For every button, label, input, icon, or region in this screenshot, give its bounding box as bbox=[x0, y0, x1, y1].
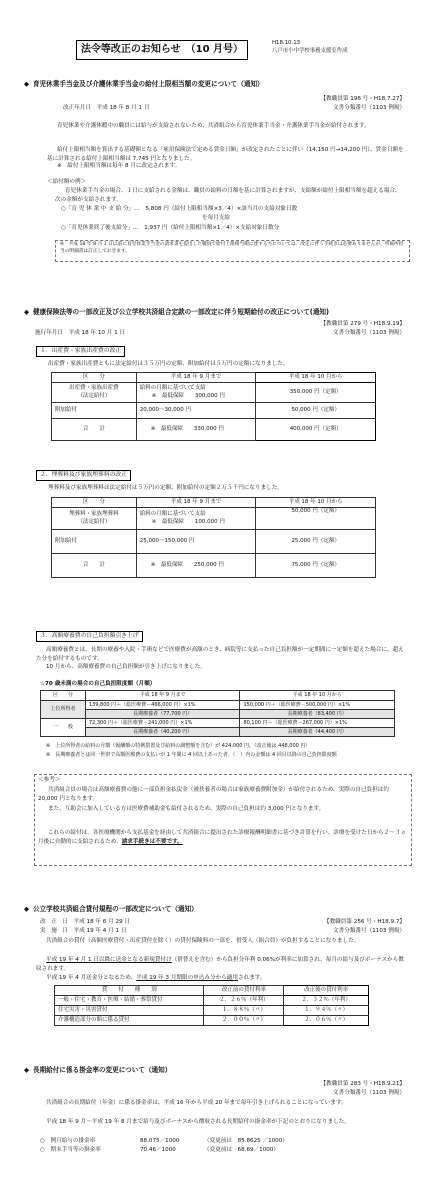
table-header: 区 分 bbox=[41, 691, 86, 701]
table-cell: 350,000 円（定額） bbox=[256, 383, 376, 403]
page-title: 法令等改正のお知らせ （10 月号） bbox=[76, 40, 248, 60]
medical-table-caption: ☆70 歳未満の場合の自己負担限度額（月額） bbox=[40, 681, 156, 687]
subheading-medical: ３．高額療養費の自己負担額引き上げ bbox=[36, 631, 143, 642]
diamond-bullet-icon: ◆ bbox=[24, 905, 30, 913]
section3-ref: 【教職員第 256 号・H18.9.7】 bbox=[324, 919, 405, 925]
example-title: ＜給付額の例＞ bbox=[47, 179, 87, 185]
table-cell: 給料の月額に基づいて支給 ※ 最低保障 300,000 円 bbox=[136, 383, 256, 403]
reference-p3: これらの給付は、各医療機関から支払基金を経由して共済組合に提出された診療報酬明細書に基づき計算を行い、診療を受けた日から２～３ヵ月後に自動的に支給されるため、請求手続きは不要です。 bbox=[38, 830, 407, 845]
section4-ref: 【教職員第 283 号・H18.9.21】 bbox=[320, 1081, 405, 1087]
table-cell: 25,000 円（定額） bbox=[256, 530, 376, 554]
section3-p3: 平成 19 年 4 月送金分となるため、平成 19 年 3 月期限の申込み分から適用されます。 bbox=[46, 975, 266, 981]
table-cell: ２．３２％（年利） bbox=[284, 996, 369, 1006]
burial-table bbox=[51, 497, 376, 578]
table-cell: ※ 最低保障 250,000 円 bbox=[136, 554, 256, 578]
section4-docnum: 文書分類番号（1103 例規） bbox=[333, 1090, 405, 1096]
rate-row-monthly: ○ 例月給与の掛金率 88.075／1000 （変更前は 85.8625 ／1000） bbox=[40, 1138, 288, 1144]
diamond-bullet-icon: ◆ bbox=[24, 80, 30, 88]
table-cell: 20,000～30,000 円 bbox=[136, 403, 256, 419]
section2-ref: 【教職員第 279 号・H18.9.19】 bbox=[320, 321, 405, 327]
table-header: 平成 18 年 10 月から bbox=[256, 498, 376, 508]
table-cell: 長期療養者（83,400 円） bbox=[240, 710, 395, 719]
table-cell: 合 計 bbox=[52, 554, 137, 578]
diamond-bullet-icon: ◆ bbox=[24, 1066, 30, 1074]
table-cell: 一 般 bbox=[41, 719, 86, 737]
loan-rate-table bbox=[54, 985, 369, 1026]
table-cell: 長期療養者（77,700 円） bbox=[85, 710, 240, 719]
header-meta bbox=[272, 40, 347, 56]
section4-p1: 共済組合の長期給付（年金）に係る掛金率は、平成 16 年から平成 20 年まで毎年引き上げられることになっています。 bbox=[46, 1100, 347, 1106]
table-cell: 一般・住宅・教育・医療・結婚・葬祭貸付 bbox=[55, 996, 204, 1006]
section1-p3: ※ 給付上限相当額は毎年 8 月に改定されます。 bbox=[57, 163, 181, 169]
table-header: 平成 18 年 9 月まで bbox=[136, 373, 256, 383]
table-cell: １．８８％（〃） bbox=[204, 1006, 284, 1016]
issuer: 八戸市小中学校事務支援室作成 bbox=[272, 47, 348, 54]
medical-note1: ※ 上位所得者の給料の月額（報酬額の特例措置及び給料の調整額を含む）が 424,000 円。（改正後は 448,000 円） bbox=[46, 743, 311, 749]
table-cell: 25,000～150,000 円 bbox=[136, 530, 256, 554]
table-header: 区 分 bbox=[52, 373, 137, 383]
section1-ref: 【教職員第 196 号・H18.7.27】 bbox=[320, 96, 405, 102]
table-cell: 400,000 円（定額） bbox=[256, 419, 376, 441]
birth-table bbox=[51, 372, 376, 441]
medical-p2: 10 月から、高額療養費の自己負担額が引き上げになりました。 bbox=[46, 664, 206, 670]
subheading-birth: １．出産費・家族出産費の改正 bbox=[36, 346, 125, 357]
table-cell: 長期療養者（44,400 円） bbox=[240, 728, 395, 737]
section4-title: ◆ 長期給付に係る掛金率の変更について（通知） bbox=[24, 1066, 172, 1074]
example-line2: ○「育児休業終了後支給分」… 1,937 円（給付上限相当額×1／4）×支給対象日数分 bbox=[61, 225, 280, 231]
table-cell: ２．０６％（〃） bbox=[284, 1016, 369, 1026]
section3-p1: 共済組合の貸付（高額医療貸付・出産貸付を除く）の貸付保険料の一部を、借受人（組合員）が負担することになりました。 bbox=[46, 938, 360, 944]
reference-p1: 共済組合員の場合は高額療養費の他に一部負担金払戻金（被扶養者の場合は家族療養費附加金）が給付されるため、実際の自己負担は約 20,000 円となります。 bbox=[38, 787, 389, 802]
birth-text: 出産費・家族出産費ともに法定給付は３５万円の定額、附加給付は５万円の定額になりました。 bbox=[48, 361, 289, 367]
issue-date: H18.10.13 bbox=[272, 40, 301, 46]
table-cell: 72,300 円＋（総医療費－241,000 円）×1% bbox=[85, 719, 240, 728]
table-cell: ２．００％（〃） bbox=[204, 1016, 284, 1026]
medical-p1: 高額療養費とは、長期の療養や入院・手術などで医療費が高額のとき、病院等に支払った自己負担額が一定期間に一定額を超えた場合に、超えた分を給付するものです。 bbox=[36, 647, 404, 662]
section3-p2: 平成 19 年 4 月 1 日以降に送金となる新規貸付け（借替えを含む）から負担分年利 0.06%が利率に加算され、毎月の給与及びボーナスから徴収されます。 bbox=[36, 957, 404, 972]
table-cell: 50,000 円（定額） bbox=[256, 508, 376, 530]
table-cell: 附加給付 bbox=[52, 530, 137, 554]
table-cell: 住宅災害・災害貸付 bbox=[55, 1006, 204, 1016]
section4-p2: 平成 18 年 9 月～平成 19 年 8 月まで給与及びボーナスから徴収される長期給付の掛金率が下記のとおりになりました。 bbox=[46, 1119, 350, 1125]
section3-title: ◆ 公立学校共済組合貸付規程の一部改定について（通知） bbox=[24, 905, 198, 913]
table-header: 平成 18 年 10 月から bbox=[256, 373, 376, 383]
table-header: 平成 18 年 10 月から bbox=[240, 691, 395, 701]
section3-date2: 実 施 日 平成 19 年 4 月 1 日 bbox=[40, 928, 127, 934]
section1-title: ◆ 育児休業手当金及び介護休業手当金の給付上限相当額の変更について（通知） bbox=[24, 80, 264, 88]
reference-title: ＜参考＞ bbox=[38, 777, 61, 783]
section2-title: ◆ 健康保険法等の一部改正及び公立学校共済組合定款の一部改定に伴う短期給付の改正について(通知) bbox=[24, 308, 330, 316]
table-cell: 合 計 bbox=[52, 419, 137, 441]
medical-note2: ※ 長期療養者とは同一世帯で高額医療費の支払いが 1 年間に 4 回以上あった者。（ ）内の金額は 4 回目以降の自己負担限度額 bbox=[46, 752, 337, 758]
table-cell: 50,000 円（定額） bbox=[256, 403, 376, 419]
table-header: 改正後の貸付利率 bbox=[284, 986, 369, 996]
table-cell: 給料の月額に基づいて支給 ※ 最低保障 100,000 円 bbox=[136, 508, 256, 530]
reference-p2: また、互助会に加入している方は医療費補助金も給付されるため、実際の自己負担は約 3,000 円となります。 bbox=[48, 806, 325, 812]
section2-docnum: 文書分類番号（1103 例規） bbox=[333, 330, 405, 336]
table-cell: 80,100 円＋（総医療費－267,000 円）×1% bbox=[240, 719, 395, 728]
table-header: 区 分 bbox=[52, 498, 137, 508]
table-cell: 出産費・家族出産費 （法定給付） bbox=[52, 383, 137, 403]
section1-docnum: 文書分類番号（1103 例規） bbox=[333, 105, 405, 111]
table-header: 貸 付 種 別 bbox=[55, 986, 204, 996]
diamond-bullet-icon: ◆ bbox=[24, 308, 30, 316]
table-cell: ２．２６％（年利） bbox=[204, 996, 284, 1006]
subheading-burial: ２．埋葬料及び家族埋葬料の改正 bbox=[36, 470, 131, 481]
medical-table bbox=[40, 690, 395, 737]
section1-note: ※ 平成 18 年 8 月 1 日以前に育児休業手当金の請求書を提出した職員で給付上限相当額に達する方については、改定に伴う手続きは必要ありませんが、所属所担当の明細書は訂正しておきます。 bbox=[60, 242, 404, 255]
section3-docnum: 文書分類番号（1103 例規） bbox=[333, 928, 405, 934]
table-cell: 上位所得者 bbox=[41, 701, 86, 719]
section1-p1: 育児休業や介護休暇中の職員には給与が支給されないため、共済組合から育児休業手当金・介護休業手当金が給付されます。 bbox=[57, 123, 370, 129]
table-header: 平成 18 年 9 月まで bbox=[136, 498, 256, 508]
table-header: 改正前の貸付利率 bbox=[204, 986, 284, 996]
section3-date1: 改 正 日 平成 18 年 6 月 29 日 bbox=[40, 919, 130, 925]
table-cell: １．９４％（〃） bbox=[284, 1006, 369, 1016]
table-cell: ※ 最低保障 330,000 円 bbox=[136, 419, 256, 441]
burial-text: 埋葬料及び家族埋葬料は法定給付は５万円の定額、附加給付の定額２万５千円になりました。 bbox=[48, 485, 283, 491]
table-cell: 150,000 円＋（総医療費－500,000 円）×1% bbox=[240, 701, 395, 710]
section1-p2: 給付上限相当額を算出する基礎額となる「雇用保険法で定める賃金日額」が改定されたことに伴い（14,150 円→14,200 円）、賃金日額を基に計算される給付上限相当額は 7,745 円となりました。 bbox=[47, 147, 404, 162]
table-cell: 139,800 円＋（総医療費－466,000 円）×1% bbox=[85, 701, 240, 710]
table-cell: 75,000 円（定額） bbox=[256, 554, 376, 578]
rate-row-bonus: ○ 期末手当等の掛金率 70.46／1000 （変更前は 68.69／1000） bbox=[40, 1147, 279, 1153]
table-cell: 長期療養者（40,200 円） bbox=[85, 728, 240, 737]
example-line1: ○「育 児 休 業 中 支 給 分」… 5,808 円（給付上限相当額×3／4）×該当月の支給対象日数 bbox=[61, 206, 298, 212]
section1-date: 改正年月日 平成 18 年 8 月 1 日 bbox=[63, 105, 150, 111]
table-header: 平成 18 年 9 月まで bbox=[85, 691, 240, 701]
table-cell: 介護構造部分の額に係る貸付 bbox=[55, 1016, 204, 1026]
table-cell: 附加給付 bbox=[52, 403, 137, 419]
example-line1b: を毎月支給 bbox=[202, 215, 230, 221]
section2-date: 施行年月日 平成 18 年 10 月 1 日 bbox=[35, 330, 125, 336]
example-p1: 育児休業手当金の場合、１日に支給される金額は、職員の給料の日額を基に計算されますが、支給額が給付上限相当額を超える場合、次の金額が支給されます。 bbox=[55, 188, 401, 203]
table-cell: 埋葬料・家族埋葬料 （法定給付） bbox=[52, 508, 137, 530]
